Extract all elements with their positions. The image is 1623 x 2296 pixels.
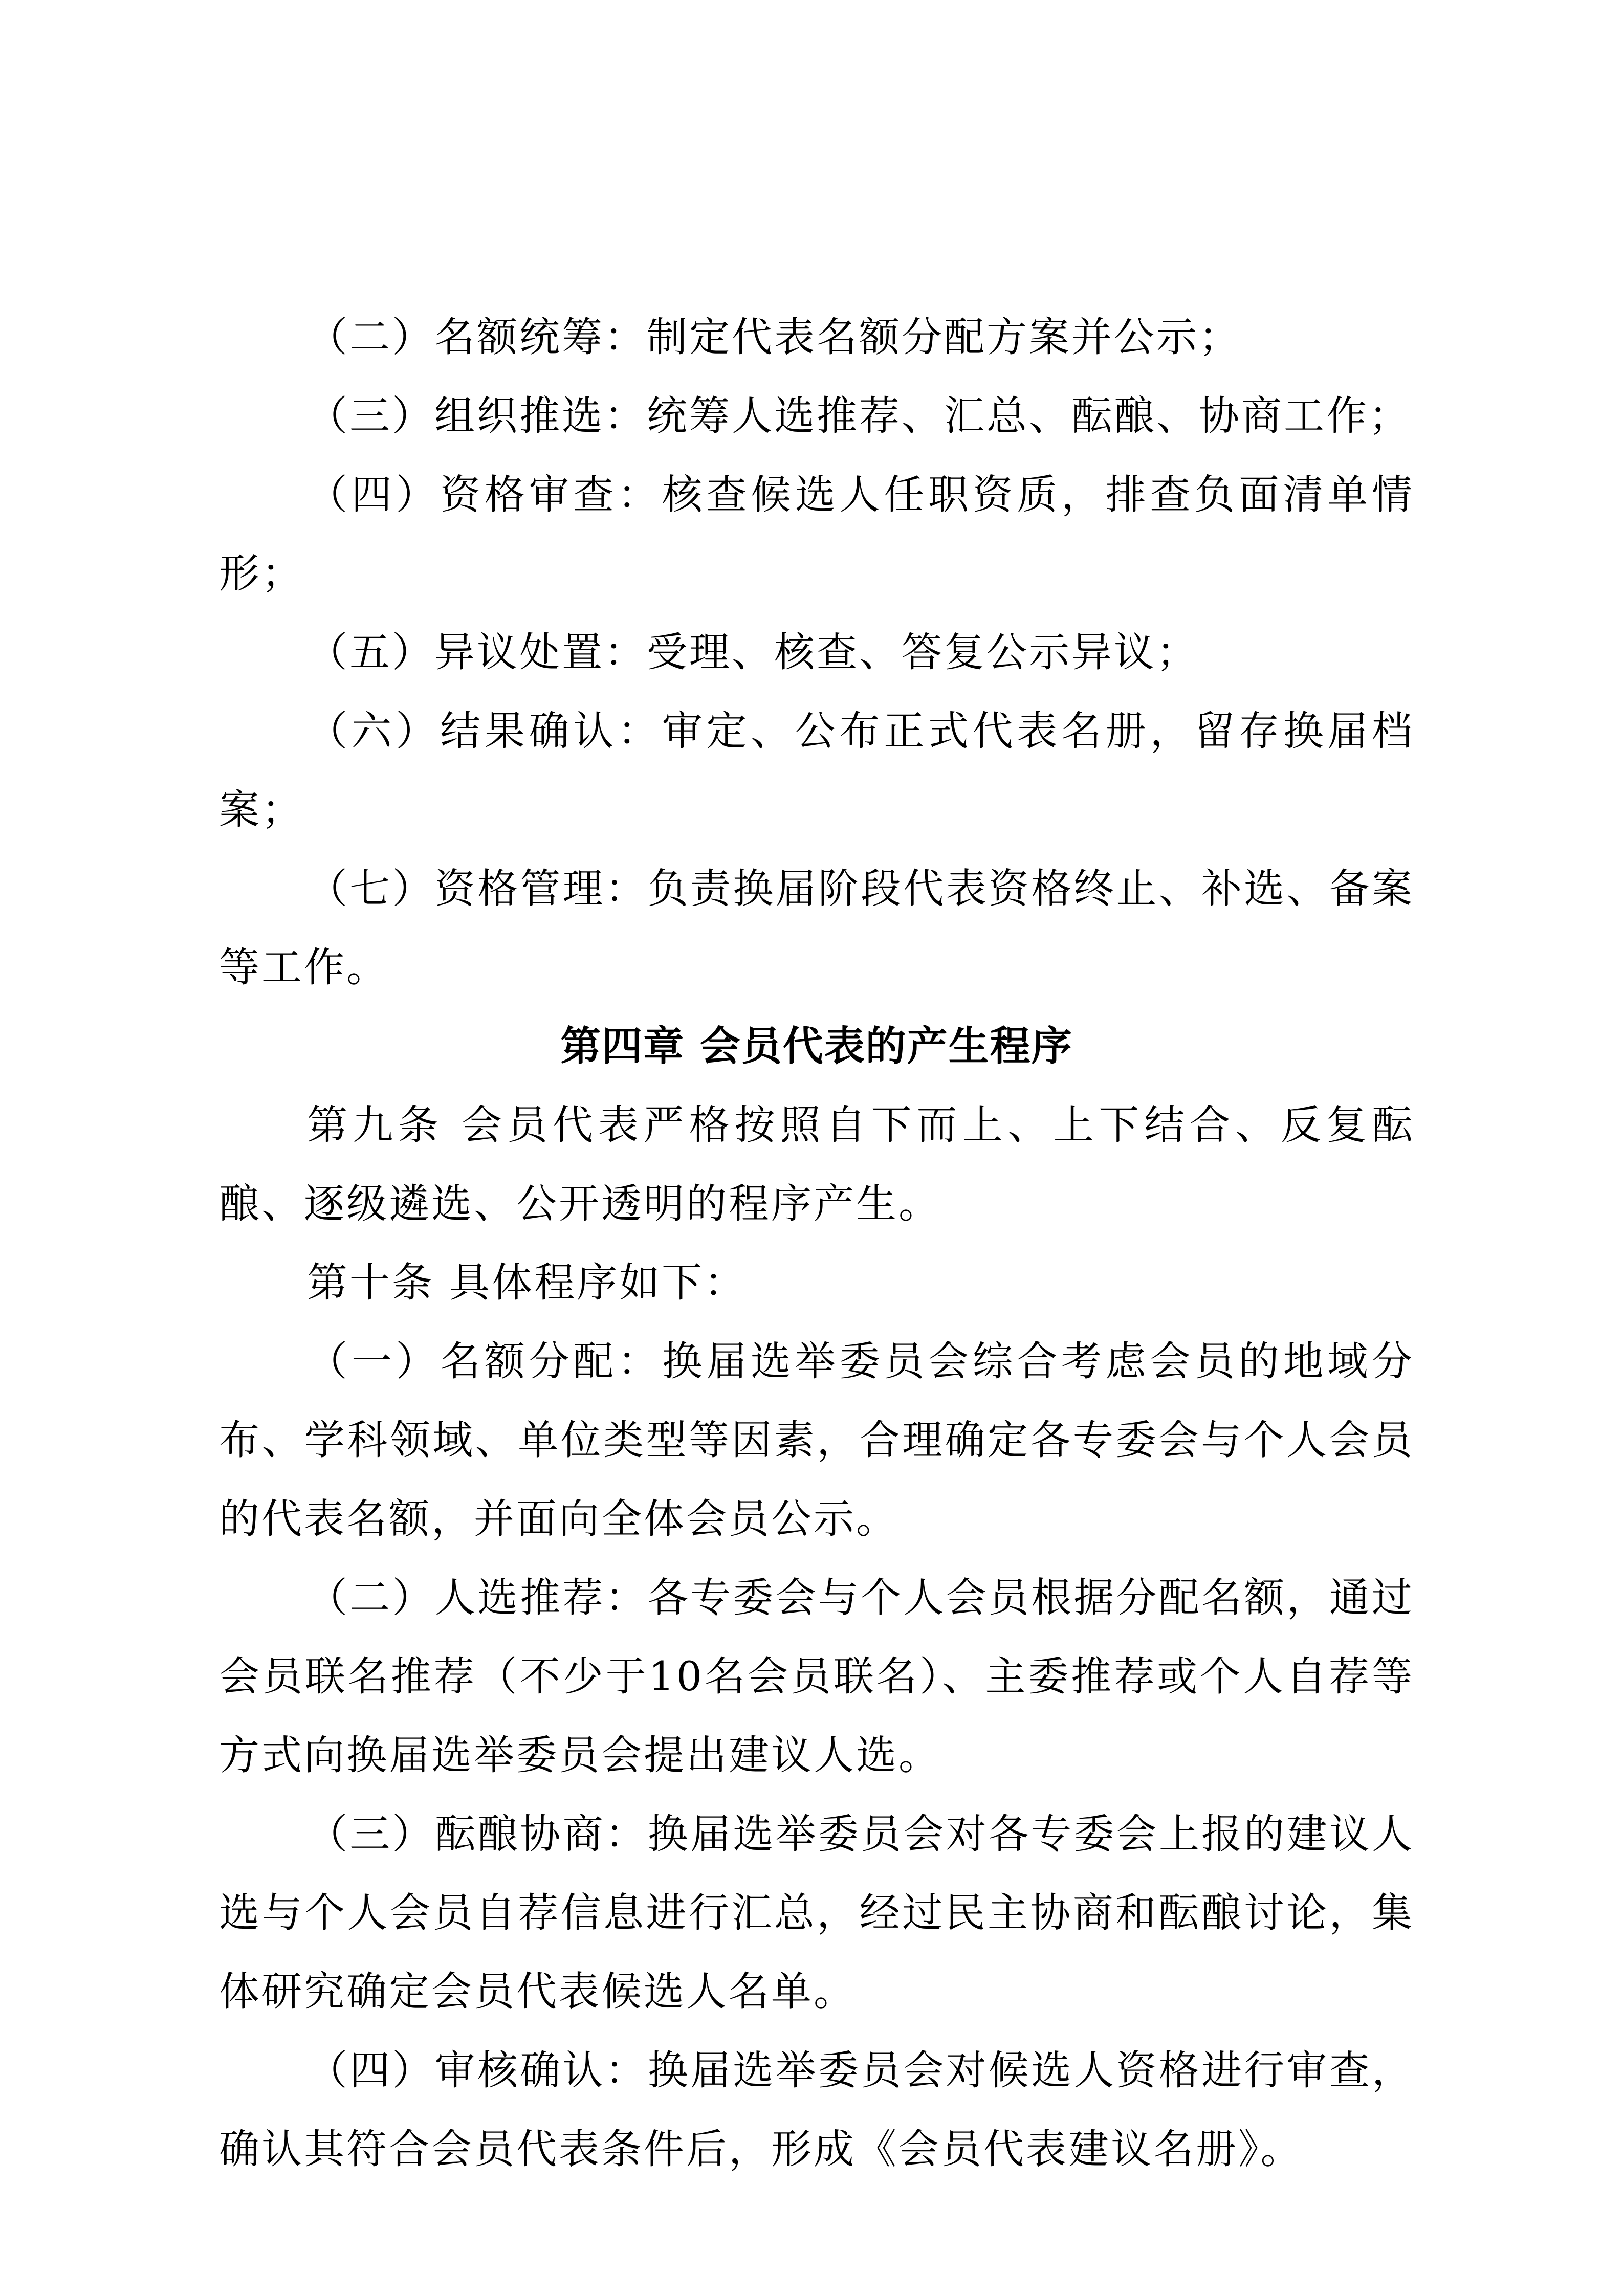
- article-10: 第十条 具体程序如下：: [307, 1259, 747, 1306]
- procedure-step-1: （一）名额分配：换届选举委员会综合考虑会员的地域分布、学科领域、单位类型等因素，合理确定各专委会与个人会员的代表名额，并面向全体会员公示。: [219, 1338, 1414, 1542]
- procedure-step-4: （四）审核确认：换届选举委员会对候选人资格进行审查，确认其符合会员代表条件后，形成《会员代表建议名册》。: [219, 2047, 1414, 2173]
- procedure-step-3: （三）酝酿协商：换届选举委员会对各专委会上报的建议人选与个人会员自荐信息进行汇总，经过民主协商和酝酿讨论，集体研究确定会员代表候选人名单。: [219, 1811, 1414, 2015]
- paragraph-item-7: （七）资格管理：负责换届阶段代表资格终止、补选、备案等工作。: [219, 865, 1414, 991]
- document-body: [219, 298, 1414, 2189]
- paragraph-item-4: （四）资格审查：核查候选人任职资质，排查负面清单情形；: [219, 471, 1414, 597]
- chapter-heading: 第四章 会员代表的产生程序: [560, 1023, 1073, 1070]
- article-9: 第九条 会员代表严格按照自下而上、上下结合、反复酝酿、逐级遴选、公开透明的程序产生。: [219, 1101, 1414, 1227]
- procedure-step-2: （二）人选推荐：各专委会与个人会员根据分配名额，通过会员联名推荐（不少于10名会员联名）、主委推荐或个人自荐等方式向换届选举委员会提出建议人选。: [219, 1574, 1414, 1779]
- paragraph-item-5: （五）异议处置：受理、核查、答复公示异议；: [307, 629, 1199, 676]
- paragraph-item-2: （二）名额统筹：制定代表名额分配方案并公示；: [307, 314, 1241, 361]
- paragraph-item-3: （三）组织推选：统筹人选推荐、汇总、酝酿、协商工作；: [307, 392, 1411, 439]
- paragraph-item-6: （六）结果确认：审定、公布正式代表名册，留存换届档案；: [219, 708, 1414, 833]
